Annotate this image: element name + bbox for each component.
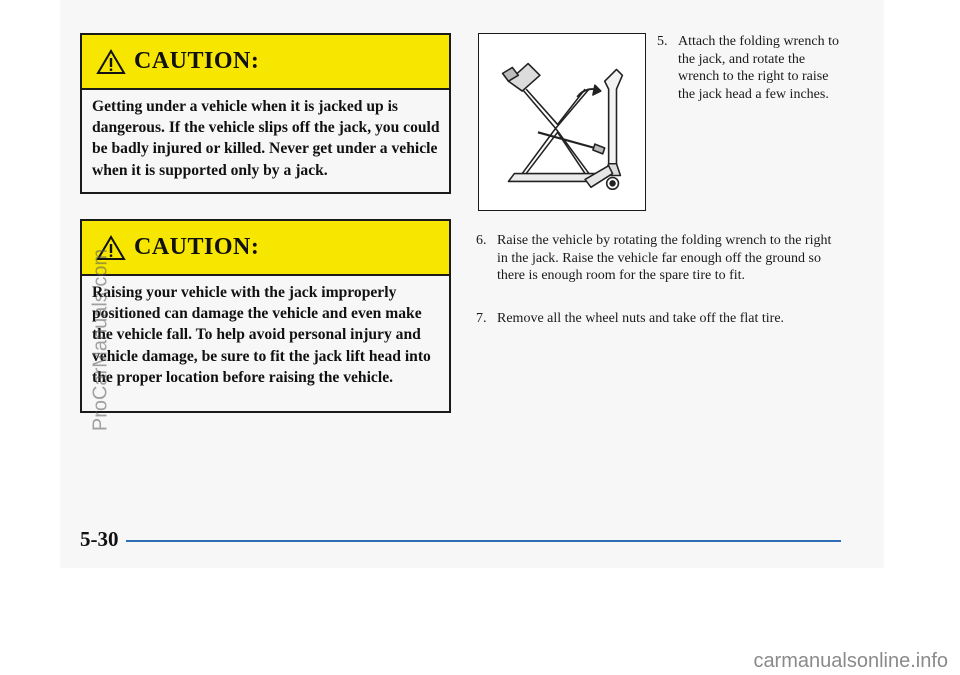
step-6 [476, 232, 836, 285]
step-5 [657, 33, 842, 103]
caution-title: CAUTION: [134, 48, 260, 74]
caution-text: Getting under a vehicle when it is jacked up is dangerous. If the vehicle slips off the jack, you could be badly injured or killed. Never get under a vehicle when it is supported only by a jack. [92, 98, 440, 179]
step-text: Remove all the wheel nuts and take off the flat tire. [497, 311, 785, 326]
step-text: Raise the vehicle by rotating the folding wrench to the right in the jack. Raise the vehicle far enough off the ground so there is enough room for the spare tire to fit. [497, 233, 832, 284]
step-text: Attach the folding wrench to the jack, and rotate the wrench to the right to raise the jack head a few inches. [678, 34, 839, 102]
step-number: 6. [476, 233, 487, 248]
jack-wrench-icon [479, 34, 644, 209]
caution-box-2 [80, 219, 451, 413]
step-number: 5. [657, 34, 668, 49]
page-number: 5-30 [80, 527, 119, 551]
footer-rule [126, 540, 841, 542]
side-watermark: ProCarManuals.com [89, 248, 112, 432]
bottom-watermark[interactable]: carmanualsonline.info [753, 650, 948, 672]
caution-box-1 [80, 33, 451, 194]
caution-header [82, 221, 449, 276]
step-number: 7. [476, 311, 487, 326]
jack-illustration [478, 33, 646, 211]
step-7 [476, 310, 856, 328]
caution-title: CAUTION: [134, 234, 260, 260]
caution-text: Raising your vehicle with the jack improperly positioned can damage the vehicle and even make the vehicle fall. To help avoid personal injury and vehicle damage, be sure to fit the jack lift head into the proper location before raising the vehicle. [92, 284, 431, 386]
caution-header [82, 35, 449, 90]
warning-triangle-icon [96, 49, 126, 75]
